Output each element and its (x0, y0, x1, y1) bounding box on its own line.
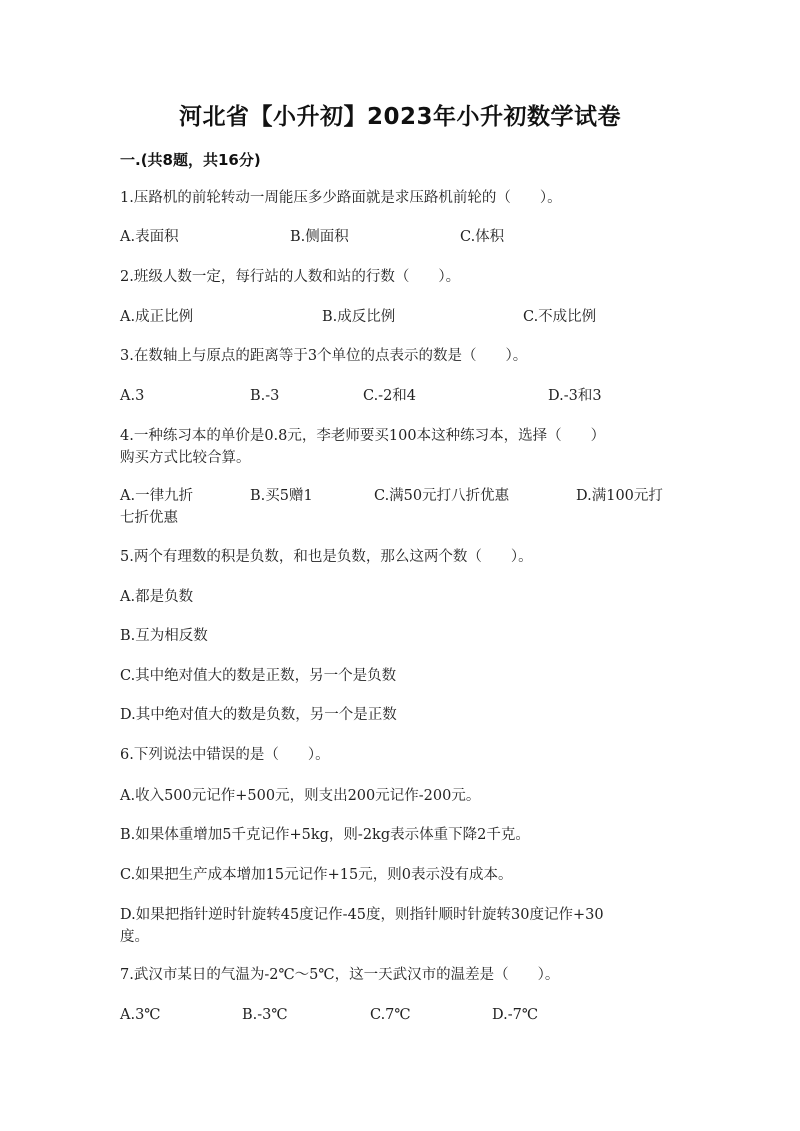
question-6-option-b: B.如果体重增加5千克记作+5kg，则-2kg表示体重下降2千克。 (120, 827, 530, 843)
question-7-option-b: B.-3℃ (242, 1007, 288, 1023)
question-6-option-d-wrap: 度。 (120, 929, 149, 945)
question-4-stem-line1: 4.一种练习本的单价是0.8元，李老师要买100本这种练习本，选择（ ） (120, 428, 606, 444)
question-6-option-c: C.如果把生产成本增加15元记作+15元，则0表示没有成本。 (120, 867, 513, 883)
question-6-option-a: A.收入500元记作+500元，则支出200元记作-200元。 (120, 788, 481, 804)
question-5-option-b: B.互为相反数 (120, 628, 208, 644)
question-4-option-c: C.满50元打八折优惠 (374, 488, 510, 504)
question-7-stem: 7.武汉市某日的气温为-2℃～5℃，这一天武汉市的温差是（ ）。 (120, 967, 560, 983)
question-2-option-b: B.成反比例 (322, 309, 396, 325)
question-5-option-a: A.都是负数 (120, 589, 194, 605)
question-1-option-b: B.侧面积 (290, 229, 349, 245)
exam-title: 河北省【小升初】2023年小升初数学试卷 (178, 104, 621, 130)
question-1-option-c: C.体积 (460, 229, 505, 245)
question-2-stem: 2.班级人数一定，每行站的人数和站的行数（ ）。 (120, 269, 461, 285)
question-5-option-c: C.其中绝对值大的数是正数，另一个是负数 (120, 668, 397, 684)
question-7-option-d: D.-7℃ (492, 1007, 539, 1023)
question-6-option-d: D.如果把指针逆时针旋转45度记作-45度，则指针顺时针旋转30度记作+30 (120, 907, 604, 923)
question-5-option-d: D.其中绝对值大的数是负数，另一个是正数 (120, 707, 397, 723)
question-1-option-a: A.表面积 (120, 229, 179, 245)
question-4-stem-line2: 购买方式比较合算。 (120, 450, 251, 466)
question-3-option-a: A.3 (120, 388, 145, 404)
question-4-option-d: D.满100元打 (576, 488, 663, 504)
section-header: 一.(共8题，共16分) (120, 151, 261, 169)
question-3-stem: 3.在数轴上与原点的距离等于3个单位的点表示的数是（ ）。 (120, 348, 528, 364)
question-4-option-d-wrap: 七折优惠 (120, 510, 178, 526)
question-3-option-b: B.-3 (250, 388, 280, 404)
question-6-stem: 6.下列说法中错误的是（ ）。 (120, 747, 330, 763)
question-7-option-a: A.3℃ (120, 1007, 161, 1023)
question-2-option-c: C.不成比例 (523, 309, 597, 325)
question-1-stem: 1.压路机的前轮转动一周能压多少路面就是求压路机前轮的（ ）。 (120, 190, 562, 206)
question-3-option-c: C.-2和4 (363, 388, 417, 404)
question-7-option-c: C.7℃ (370, 1007, 411, 1023)
question-5-stem: 5.两个有理数的积是负数，和也是负数，那么这两个数（ ）。 (120, 549, 533, 565)
question-2-option-a: A.成正比例 (120, 309, 194, 325)
question-4-option-b: B.买5赠1 (250, 488, 313, 504)
question-4-option-a: A.一律九折 (120, 488, 194, 504)
question-3-option-d: D.-3和3 (548, 388, 602, 404)
